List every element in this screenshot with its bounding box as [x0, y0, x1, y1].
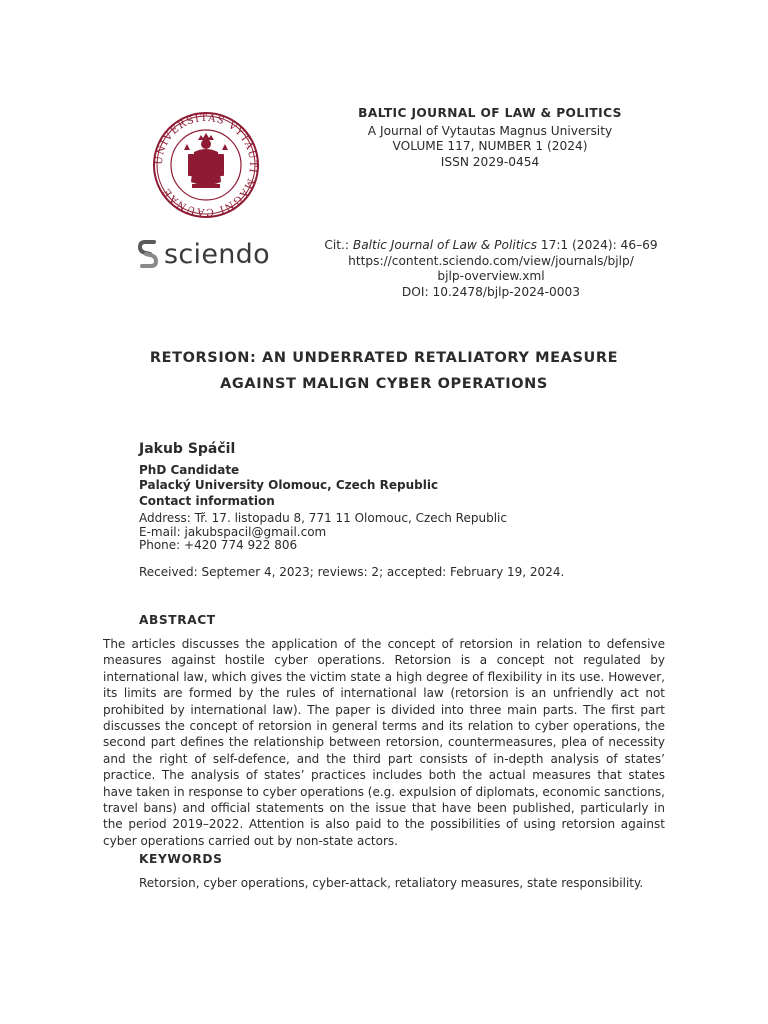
citation-line [300, 238, 682, 254]
citation-url-2[interactable]: bjlp-overview.xml [437, 269, 545, 283]
author-institution: Palacký University Olomouc, Czech Republic [139, 477, 439, 492]
sciendo-logo [138, 238, 270, 270]
author-position: PhD Candidate [139, 463, 240, 477]
citation-ref: 17:1 (2024): 46–69 [536, 238, 658, 252]
journal-subtitle: A Journal of Vytautas Magnus University [367, 123, 613, 138]
author-affiliation [139, 463, 438, 492]
abstract-text: The articles discusses the application of the concept of retorsion in relation to defensive measures against hostile cyber operations. Retorsion is a concept not regulated by international law, which gives the victim state a high degree of flexibility in its use. However, its limits are formed by the rules of international law (retorsion is an unfriendly act not prohibited by international law). The paper is divided into three main parts. The first part discusses the concept of retorsion in general terms and its relation to cyber operations, the second part defines the relationship between retorsion, countermeasures, plea of necessity and the right of self-defence, and the third part consists of in-depth analysis of states’ practice. The analysis of states’ practices includes both the actual measures that states have taken in response to cyber operations (e.g. expulsion of diplomats, economic sanctions, travel bans) and official statements on the issue that have been published, particularly in the period 2019–2022. Attention is also paid to the possibilities of using retorsion against cyber operations carried out by non-state actors. [103, 637, 665, 848]
publisher-name: sciendo [164, 238, 270, 270]
contact-heading: Contact information [139, 494, 275, 508]
contact-address: Address: Tř. 17. listopadu 8, 771 11 Olomouc, Czech Republic [139, 511, 507, 525]
abstract-heading: ABSTRACT [139, 613, 216, 627]
journal-header [320, 106, 660, 170]
citation-doi[interactable]: DOI: 10.2478/bjlp-2024-0003 [401, 284, 581, 299]
journal-issn: ISSN 2029-0454 [440, 154, 540, 169]
citation-journal: Baltic Journal of Law & Politics [352, 238, 537, 252]
paper-title-line-1: RETORSION: AN UNDERRATED RETALIATORY MEASURE [149, 350, 619, 366]
paper-title [100, 345, 668, 397]
sciendo-s-icon [138, 239, 158, 269]
received-dates: Received: Septemer 4, 2023; reviews: 2; accepted: February 19, 2024. [139, 565, 565, 579]
seal-icon [148, 112, 264, 218]
paper-title-line-2: AGAINST MALIGN CYBER OPERATIONS [220, 376, 548, 392]
seal-figure [184, 133, 228, 188]
journal-volume: VOLUME 117, NUMBER 1 (2024) [392, 139, 588, 153]
author-name: Jakub Spáčil [139, 441, 236, 457]
contact-phone: Phone: +420 774 922 806 [139, 538, 298, 552]
citation-block [300, 238, 682, 300]
contact-details [139, 512, 507, 553]
citation-prefix: Cit.: [324, 238, 353, 252]
journal-title: BALTIC JOURNAL OF LAW & POLITICS [358, 106, 622, 120]
contact-email[interactable]: E-mail: jakubspacil@gmail.com [139, 524, 327, 539]
citation-url-1[interactable]: https://content.sciendo.com/view/journals/bjlp/ [348, 253, 634, 268]
keywords-heading: KEYWORDS [139, 852, 223, 866]
university-seal [148, 112, 264, 218]
seal-text: UNIVERSITAS VYTAUTI MAGNI CAUNAE [153, 112, 259, 218]
keywords-text: Retorsion, cyber operations, cyber-attack, retaliatory measures, state responsibility. [139, 876, 644, 890]
